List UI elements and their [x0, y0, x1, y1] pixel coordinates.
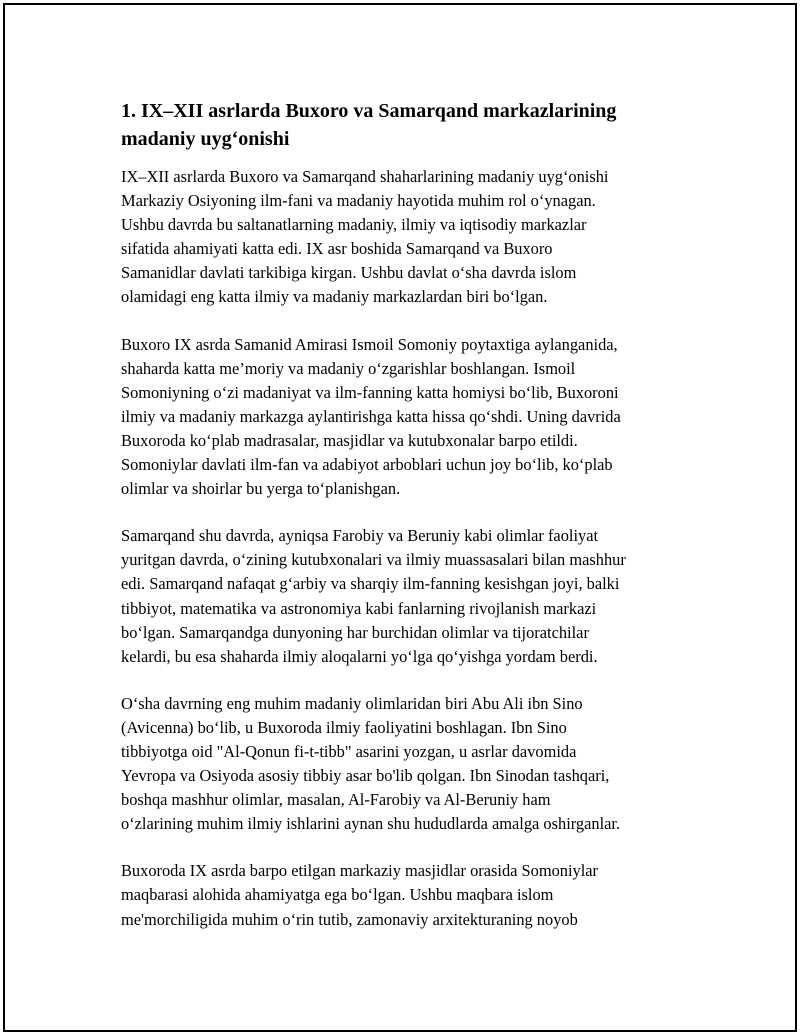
text-line: bo‘lgan. Samarqandga dunyoning har burchidan olimlar va tijoratchilar [121, 622, 589, 642]
document-body [121, 97, 701, 955]
paragraph-somoniy-mausoleum [121, 859, 701, 931]
text-line: yuritgan davrda, o‘zining kutubxonalari va ilmiy muassasalari bilan mashhur [121, 550, 626, 570]
text-line: (Avicenna) bo‘lib, u Buxoroda ilmiy faoliyatini boshlagan. Ibn Sino [121, 717, 567, 737]
text-line: Somoniylar davlati ilm-fan va adabiyot arboblari uchun joy bo‘lib, ko‘plab [121, 455, 613, 475]
heading-line: 1. IX–XII asrlarda Buxoro va Samarqand markazlarining [121, 100, 617, 122]
text-line: boshqa mashhur olimlar, masalan, Al-Farobiy va Al-Beruniy ham [121, 790, 551, 810]
text-line: shaharda katta me’moriy va madaniy o‘zgarishlar boshlangan. Ismoil [121, 358, 576, 378]
text-line: tibbiyotga oid "Al-Qonun fi-t-tibb" asarini yozgan, u asrlar davomida [121, 741, 577, 761]
text-line: Samanidlar davlati tarkibiga kirgan. Ushbu davlat o‘sha davrda islom [121, 263, 577, 283]
paragraph-samarkand-bukhara-revival [121, 165, 701, 310]
text-line: Ushbu davrda bu saltanatlarning madaniy, ilmiy va iqtisodiy markazlar [121, 215, 587, 235]
text-line: kelardi, bu esa shaharda ilmiy aloqalarni yo‘lga qo‘yishga yordam berdi. [121, 646, 598, 666]
page-frame [3, 3, 797, 1032]
text-line: Yevropa va Osiyoda asosiy tibbiy asar bo'lib qolgan. Ibn Sinodan tashqari, [121, 766, 610, 786]
text-line: me'morchiligida muhim o‘rin tutib, zamonaviy arxitekturaning noyob [121, 909, 578, 929]
text-line: Buxoroda IX asrda barpo etilgan markaziy masjidlar orasida Somoniylar [121, 861, 599, 881]
text-line: Somoniyning o‘zi madaniyat va ilm-fanning katta homiysi bo‘lib, Buxoroni [121, 382, 619, 402]
text-line: Markaziy Osiyoning ilm-fani va madaniy hayotida muhim rol o‘ynagan. [121, 191, 596, 211]
text-line: Samarqand shu davrda, ayniqsa Farobiy va Beruniy kabi olimlar faoliyat [121, 526, 599, 546]
heading-line: madaniy uyg‘onishi [121, 128, 290, 150]
text-line: Buxoro IX asrda Samanid Amirasi Ismoil Somoniy poytaxtiga aylanganida, [121, 334, 618, 354]
text-line: IX–XII asrlarda Buxoro va Samarqand shaharlarining madaniy uyg‘onishi [121, 167, 609, 186]
text-line: edi. Samarqand nafaqat g‘arbiy va sharqiy ilm-fanning kesishgan joyi, balki [121, 574, 620, 594]
text-line: o‘zlarining muhim ilmiy ishlarini aynan shu hududlarda amalga oshirganlar. [121, 814, 621, 834]
section-heading [121, 97, 701, 153]
text-line: sifatida ahamiyati katta edi. IX asr boshida Samarqand va Buxoro [121, 239, 553, 259]
paragraph-ibn-sino [121, 692, 701, 837]
text-line: Buxoroda ko‘plab madrasalar, masjidlar va kutubxonalar barpo etildi. [121, 430, 578, 450]
text-line: olamidagi eng katta ilmiy va madaniy markazlardan biri bo‘lgan. [121, 287, 548, 307]
text-line: olimlar va shoirlar bu yerga to‘planishgan. [121, 479, 401, 499]
paragraph-samarkand-scholars [121, 524, 701, 669]
text-line: O‘sha davrning eng muhim madaniy olimlaridan biri Abu Ali ibn Sino [121, 693, 583, 713]
text-line: maqbarasi alohida ahamiyatga ega bo‘lgan. Ushbu maqbara islom [121, 885, 554, 905]
text-line: tibbiyot, matematika va astronomiya kabi fanlarning rivojlanish markazi [121, 598, 597, 618]
text-line: ilmiy va madaniy markazga aylantirishga katta hissa qo‘shdi. Uning davrida [121, 406, 621, 426]
paragraph-bukhara-ismoil-somoniy [121, 333, 701, 502]
